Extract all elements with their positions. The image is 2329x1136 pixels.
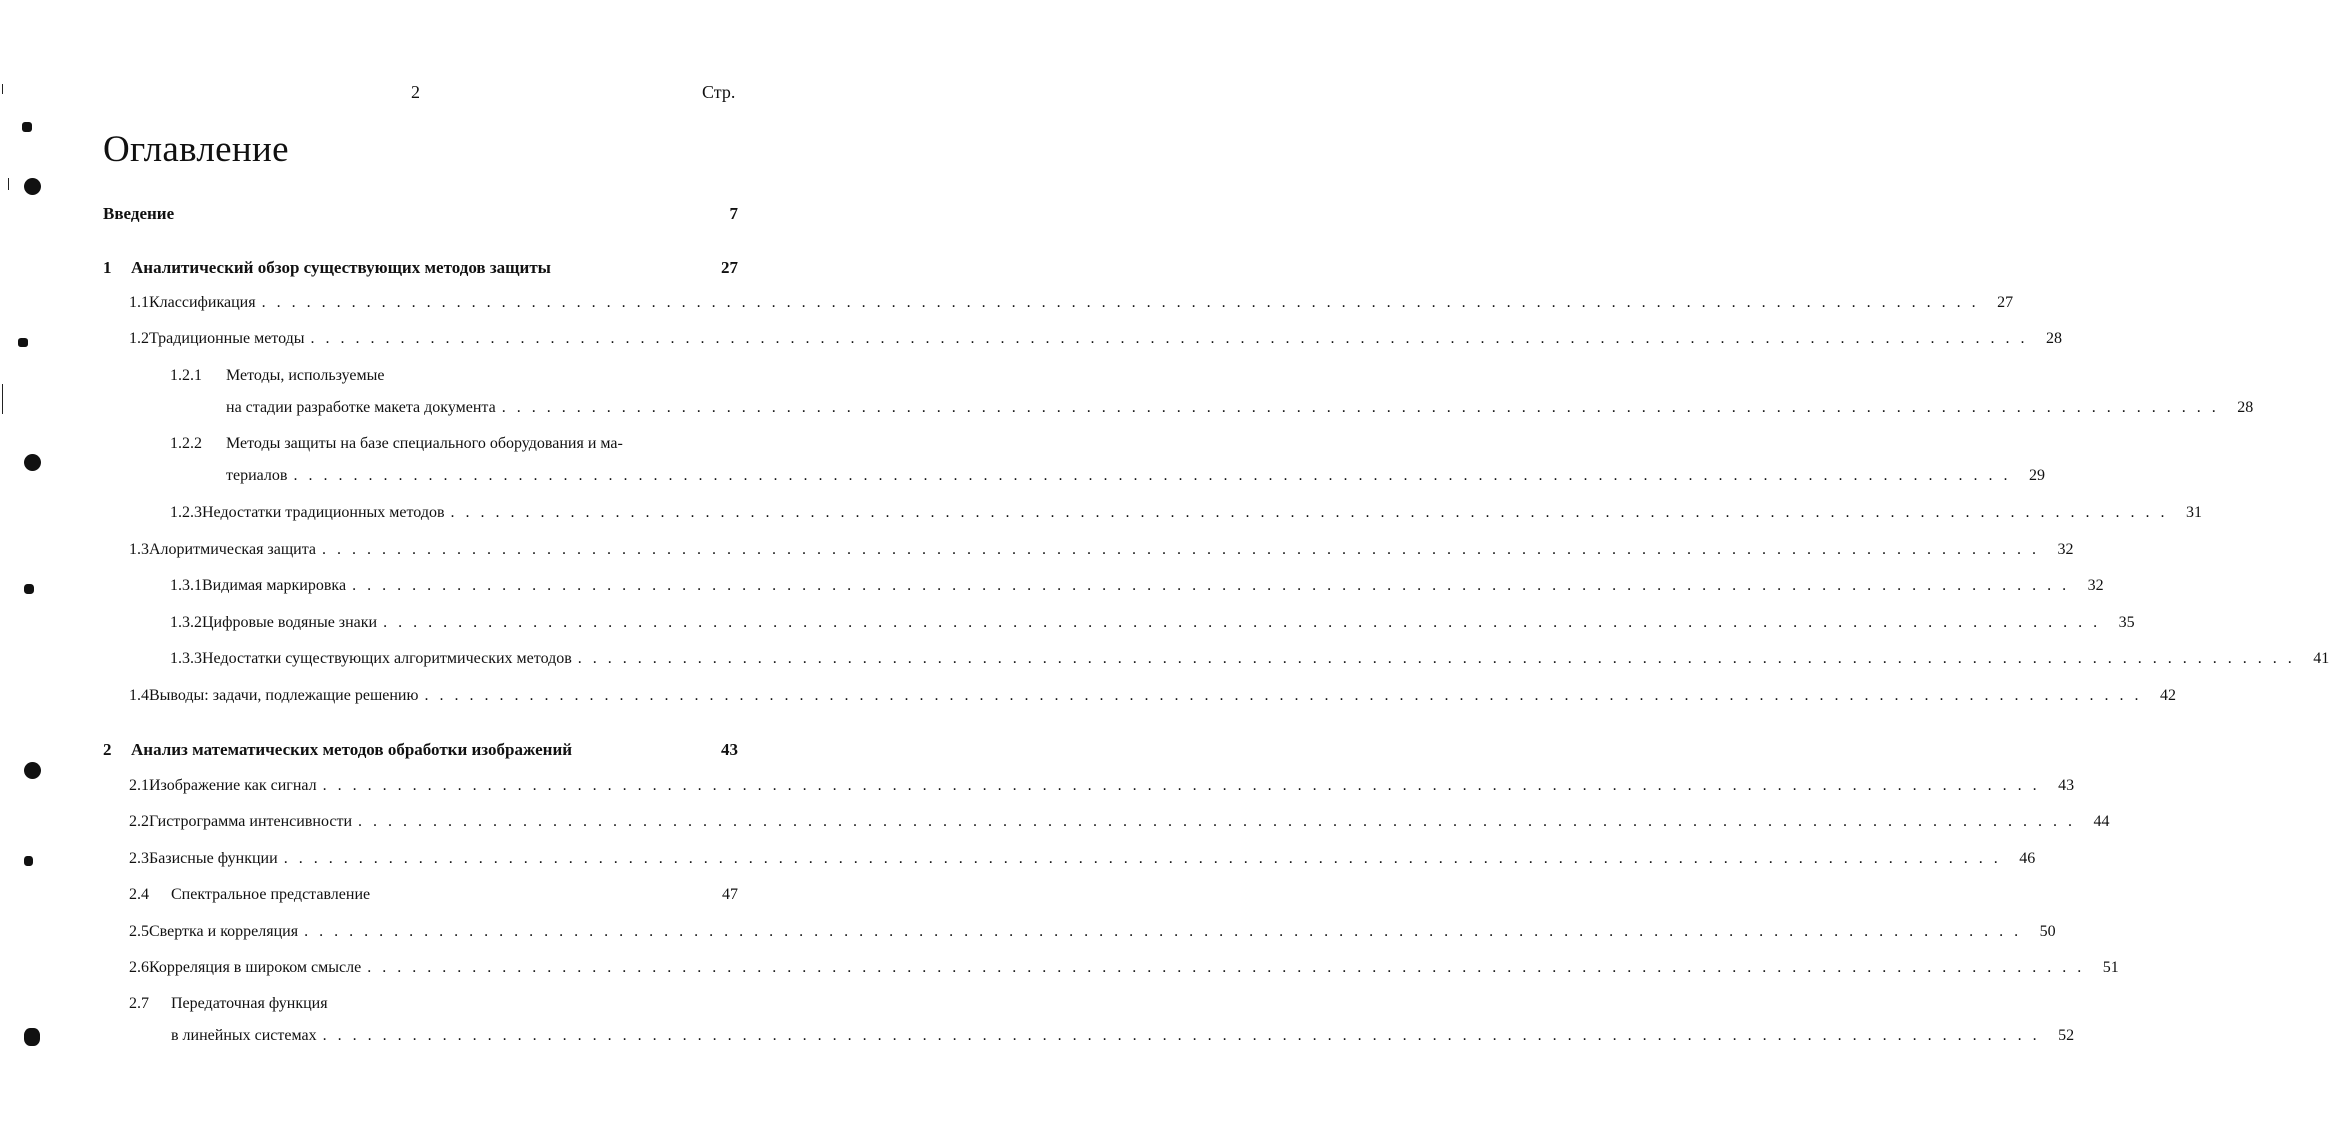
entry-number: 2.5 xyxy=(129,923,149,940)
entry-number: 2.3 xyxy=(129,850,149,867)
entry-number: 2.1 xyxy=(129,777,149,794)
entry-page: 41 xyxy=(2313,650,2329,667)
entry-page: 27 xyxy=(721,258,738,277)
entry-page: 43 xyxy=(721,740,738,759)
dot-leader xyxy=(377,614,2101,632)
toc-section-continuation xyxy=(171,1027,2075,1051)
dot-leader xyxy=(572,650,2296,668)
dot-leader xyxy=(317,777,2041,795)
dot-leader xyxy=(352,813,2076,831)
entry-title: Гистрограмма интенсивности xyxy=(149,813,353,830)
toc-intro-entry xyxy=(103,204,738,228)
margin-speck xyxy=(24,856,33,866)
margin-speck xyxy=(22,122,32,132)
entry-title-line1: Методы защиты на базе специального оборудования и ма- xyxy=(226,435,623,452)
entry-number: 1.2.3 xyxy=(170,504,202,521)
toc-section-entry xyxy=(129,923,2056,947)
toc-subsection-continuation xyxy=(226,467,2045,491)
dot-leader xyxy=(256,294,1980,312)
entry-number: 1.3 xyxy=(129,541,149,558)
punch-hole-mark xyxy=(24,454,41,471)
punch-hole-mark xyxy=(24,762,41,779)
entry-page: 27 xyxy=(1997,294,2014,311)
toc-title: Оглавление xyxy=(103,129,289,170)
entry-number: 2.2 xyxy=(129,813,149,830)
entry-title: Выводы: задачи, подлежащие решению xyxy=(149,687,419,704)
entry-title: Цифровые водяные знаки xyxy=(202,614,378,631)
dot-leader xyxy=(278,850,2002,868)
toc-subsection-continuation xyxy=(226,399,2254,423)
entry-title-line1: Методы, используемые xyxy=(226,367,385,384)
entry-number: 2.6 xyxy=(129,959,149,976)
toc-section-entry xyxy=(129,294,2014,318)
entry-title: Базисные функции xyxy=(149,850,278,867)
dot-leader xyxy=(346,577,2070,595)
dot-leader xyxy=(317,1027,2041,1045)
entry-page: 31 xyxy=(2186,504,2203,521)
entry-number: 1 xyxy=(103,258,112,277)
toc-subsection-entry xyxy=(170,577,2104,601)
entry-title: Спектральное представление xyxy=(171,886,371,903)
entry-number: 1.2 xyxy=(129,330,149,347)
toc-subsection-entry xyxy=(170,614,2135,638)
punch-hole-mark xyxy=(24,1028,40,1046)
entry-page: 51 xyxy=(2102,959,2119,976)
entry-title: Алоритмическая защита xyxy=(149,541,317,558)
entry-title: Изображение как сигнал xyxy=(149,777,317,794)
entry-number: 1.2.1 xyxy=(170,367,202,384)
entry-page: 32 xyxy=(2087,577,2104,594)
entry-number: 1.3.3 xyxy=(170,650,202,667)
dot-leader xyxy=(305,330,2029,348)
toc-chapter-entry xyxy=(103,740,738,764)
entry-page: 7 xyxy=(729,204,738,223)
entry-page: 43 xyxy=(2058,777,2075,794)
entry-page: 42 xyxy=(2159,687,2176,704)
toc-section-entry xyxy=(129,330,2063,354)
dot-leader xyxy=(496,399,2220,417)
toc-section-entry xyxy=(129,850,2036,874)
entry-number: 2.4 xyxy=(129,886,149,903)
entry-page: 47 xyxy=(722,886,738,903)
entry-page: 28 xyxy=(2046,330,2063,347)
entry-page: 29 xyxy=(2028,467,2045,484)
toc-section-entry xyxy=(129,959,2119,983)
entry-title: Недостатки существующих алгоритмических методов xyxy=(202,650,572,667)
toc-subsection-entry xyxy=(170,367,738,391)
entry-title: Свертка и корреляция xyxy=(149,923,299,940)
punch-hole-mark xyxy=(24,178,41,195)
entry-title: Классификация xyxy=(149,294,256,311)
dot-leader xyxy=(445,504,2169,522)
dot-leader xyxy=(418,687,2142,705)
entry-page: 50 xyxy=(2039,923,2056,940)
dot-leader xyxy=(316,541,2040,559)
dot-leader xyxy=(361,959,2085,977)
entry-number: 1.1 xyxy=(129,294,149,311)
toc-section-entry xyxy=(129,777,2075,801)
entry-title: Видимая маркировка xyxy=(202,577,347,594)
page-number: 2 xyxy=(411,82,420,102)
entry-page: 44 xyxy=(2093,813,2110,830)
dot-leader xyxy=(298,923,2022,941)
entry-page: 35 xyxy=(2118,614,2135,631)
entry-title: Недостатки традиционных методов xyxy=(202,504,445,521)
entry-number: 1.4 xyxy=(129,687,149,704)
entry-number: 1.3.1 xyxy=(170,577,202,594)
page-column-label: Стр. xyxy=(702,82,736,102)
toc-section-entry xyxy=(129,687,2176,711)
margin-line xyxy=(8,178,9,190)
toc-chapter-entry xyxy=(103,258,738,282)
toc-section-entry xyxy=(129,813,2110,837)
entry-title: Традиционные методы xyxy=(149,330,305,347)
entry-title-line2: на стадии разработке макета документа xyxy=(226,399,496,416)
entry-title: Анализ математических методов обработки изображений xyxy=(131,740,573,759)
margin-line xyxy=(2,84,3,94)
margin-speck xyxy=(24,584,34,594)
margin-speck xyxy=(18,338,28,347)
entry-title-line1: Передаточная функция xyxy=(171,995,328,1012)
entry-number: 1.3.2 xyxy=(170,614,202,631)
entry-title: Корреляция в широком смысле xyxy=(149,959,362,976)
toc-subsection-entry xyxy=(170,504,2203,528)
entry-number: 2.7 xyxy=(129,995,149,1012)
entry-page: 28 xyxy=(2237,399,2254,416)
entry-number: 2 xyxy=(103,740,112,759)
toc-subsection-entry xyxy=(170,650,2329,674)
toc-section-entry xyxy=(129,995,738,1019)
toc-section-entry xyxy=(129,886,738,910)
entry-title: Аналитический обзор существующих методов защиты xyxy=(131,258,551,277)
dot-leader xyxy=(287,467,2011,485)
entry-title: Введение xyxy=(103,204,175,223)
entry-title-line2: териалов xyxy=(226,467,288,484)
entry-page: 32 xyxy=(2057,541,2074,558)
entry-number: 1.2.2 xyxy=(170,435,202,452)
entry-page: 46 xyxy=(2019,850,2036,867)
entry-title-line2: в линейных системах xyxy=(171,1027,317,1044)
margin-line xyxy=(2,384,3,414)
toc-section-entry xyxy=(129,541,2074,565)
entry-page: 52 xyxy=(2058,1027,2075,1044)
toc-subsection-entry xyxy=(170,435,738,459)
